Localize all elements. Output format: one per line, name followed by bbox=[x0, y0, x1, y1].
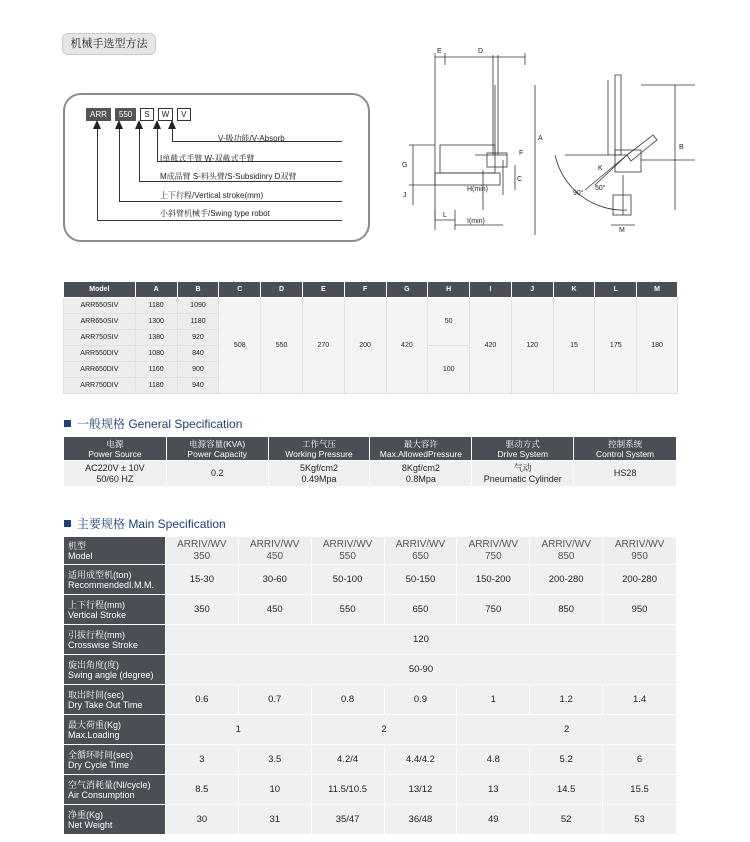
dim-label-b: B bbox=[679, 144, 684, 151]
gs-header-en: Drive System bbox=[497, 448, 549, 459]
model-cell: ARR750SIV bbox=[64, 330, 136, 346]
gs-power-capacity bbox=[166, 461, 268, 487]
gs-value-line: Pneumatic Cylinder bbox=[483, 473, 562, 484]
dim-b-cell: 900 bbox=[177, 362, 219, 378]
gs-header-control-system bbox=[574, 437, 677, 461]
ms-label-en: Crosswise Stroke bbox=[68, 639, 139, 650]
ms-label-model bbox=[64, 537, 166, 565]
dim-label-c: C bbox=[517, 176, 523, 183]
ms-label-cn: 取出时间(sec) bbox=[68, 689, 124, 700]
ms-label-cn: 机型 bbox=[68, 540, 87, 551]
ms-cell: 13/12 bbox=[384, 775, 457, 805]
dim-label-a: A bbox=[538, 135, 543, 142]
gs-header-max-pressure bbox=[370, 437, 472, 461]
ms-label-en: Vertical Stroke bbox=[68, 609, 127, 620]
general-spec-title: 一般规格 General Specification bbox=[77, 417, 243, 431]
gs-power-source bbox=[64, 461, 167, 487]
ms-cell: 11.5/10.5 bbox=[311, 775, 384, 805]
dim-header-d: D bbox=[261, 282, 303, 298]
dim-h-cell-s: 50 bbox=[428, 298, 470, 346]
ms-label-cn: 上下行程(mm) bbox=[68, 599, 125, 610]
page-title: 机械手选型方法 bbox=[62, 33, 156, 55]
gs-max-pressure bbox=[370, 461, 472, 487]
main-model-row bbox=[64, 537, 677, 565]
dim-label-f: F bbox=[519, 150, 524, 157]
ms-cell: 36/48 bbox=[384, 805, 457, 835]
ms-cell: 750 bbox=[457, 595, 530, 625]
ms-label-en: Max.Loading bbox=[68, 729, 120, 740]
code-desc-arm: I单截式手臂 W-双截式手臂 bbox=[160, 154, 255, 163]
ms-model-350 bbox=[165, 537, 238, 565]
gs-header-power-source bbox=[64, 437, 167, 461]
ms-cell: 0.7 bbox=[238, 685, 311, 715]
dimension-table bbox=[63, 281, 678, 394]
code-desc-arm-type: M成品臂 S-料头臂/S-Subsidinry D双臂 bbox=[160, 172, 297, 181]
dim-c-cell: 508 bbox=[219, 298, 261, 394]
ms-cell: 200-280 bbox=[603, 565, 677, 595]
gs-drive-system bbox=[472, 461, 574, 487]
general-header-row bbox=[64, 437, 677, 461]
ms-cell: 3.5 bbox=[238, 745, 311, 775]
gs-value-line: AC220V ± 10V bbox=[85, 462, 145, 473]
ms-label-cn: 适用成型机(ton) bbox=[68, 569, 132, 580]
ms-cell: 150-200 bbox=[457, 565, 530, 595]
dim-a-cell: 1380 bbox=[135, 330, 177, 346]
ms-label-en: RecommendedI.M.M. bbox=[68, 579, 155, 590]
ms-row-crosswise-stroke bbox=[64, 625, 677, 655]
gs-value-line: 8Kgf/cm2 bbox=[401, 462, 440, 473]
dim-label-h: H(min) bbox=[467, 186, 488, 193]
ms-model-line: 450 bbox=[266, 550, 284, 562]
ms-model-750 bbox=[457, 537, 530, 565]
ms-cell: 35/47 bbox=[311, 805, 384, 835]
code-series: ARR bbox=[86, 108, 111, 121]
dim-g-cell: 420 bbox=[386, 298, 428, 394]
ms-label bbox=[64, 775, 166, 805]
ms-label-en: Swing angle (degree) bbox=[68, 669, 154, 680]
section-marker-icon bbox=[64, 520, 71, 527]
ms-label-en: Dry Take Out Time bbox=[68, 699, 143, 710]
dim-f-cell: 200 bbox=[344, 298, 386, 394]
gs-value-line: 0.2 bbox=[210, 468, 224, 478]
gs-header-cn: 工作气压 bbox=[301, 438, 336, 449]
ms-cell: 30-60 bbox=[238, 565, 311, 595]
ms-label bbox=[64, 715, 166, 745]
ms-model-line: ARRIV/WV bbox=[322, 538, 373, 550]
dim-i-cell: 420 bbox=[470, 298, 512, 394]
ms-cell: 4.4/4.2 bbox=[384, 745, 457, 775]
ms-label bbox=[64, 625, 166, 655]
dim-a-cell: 1080 bbox=[135, 346, 177, 362]
ms-cell: 30 bbox=[165, 805, 238, 835]
gs-value-line: 0.8Mpa bbox=[405, 473, 436, 484]
dim-header-g: G bbox=[386, 282, 428, 298]
ms-cell: 0.6 bbox=[165, 685, 238, 715]
ms-cell: 10 bbox=[238, 775, 311, 805]
code-arm-type: S bbox=[140, 108, 153, 121]
dim-label-50: 50° bbox=[595, 185, 606, 192]
ms-label bbox=[64, 685, 166, 715]
dim-header-h: H bbox=[428, 282, 470, 298]
ms-model-850 bbox=[530, 537, 603, 565]
dim-label-i: I(min) bbox=[467, 218, 485, 225]
dim-header-i: I bbox=[470, 282, 512, 298]
dim-h-cell-d: 100 bbox=[428, 346, 470, 394]
dim-header-b: B bbox=[177, 282, 219, 298]
main-spec-table bbox=[63, 536, 677, 835]
ms-cell: 350 bbox=[165, 595, 238, 625]
ms-cell: 13 bbox=[457, 775, 530, 805]
section-marker-icon bbox=[64, 420, 71, 427]
dim-label-m: M bbox=[619, 227, 625, 234]
model-cell: ARR550SIV bbox=[64, 298, 136, 314]
code-absorb: V bbox=[177, 108, 190, 121]
ms-label-cn: 最大荷重(Kg) bbox=[68, 719, 122, 730]
dim-header-l: L bbox=[595, 282, 637, 298]
dim-label-g: G bbox=[402, 162, 408, 169]
table-row bbox=[64, 298, 678, 314]
ms-cell: 15-30 bbox=[165, 565, 238, 595]
ms-label bbox=[64, 655, 166, 685]
dim-b-cell: 1090 bbox=[177, 298, 219, 314]
dim-a-cell: 1160 bbox=[135, 362, 177, 378]
code-desc-absorb: V-吸功能/V-Absorb bbox=[218, 134, 285, 143]
dim-k-cell: 15 bbox=[553, 298, 595, 394]
gs-header-en: Control System bbox=[596, 448, 655, 459]
dim-a-cell: 1180 bbox=[135, 298, 177, 314]
gs-header-cn: 控制系统 bbox=[608, 438, 643, 449]
ms-cell: 50-150 bbox=[384, 565, 457, 595]
gs-header-cn: 最大容许 bbox=[403, 438, 438, 449]
ms-row-vertical-stroke bbox=[64, 595, 677, 625]
ms-cell-merged: 50-90 bbox=[165, 655, 676, 685]
code-desc-stroke: 上下行程/Vertical stroke(mm) bbox=[160, 191, 264, 200]
dim-header-a: A bbox=[135, 282, 177, 298]
ms-model-line: ARRIV/WV bbox=[614, 538, 665, 550]
ms-row-swing-angle bbox=[64, 655, 677, 685]
ms-cell: 450 bbox=[238, 595, 311, 625]
gs-value-line: 气动 bbox=[513, 462, 532, 473]
gs-control-system bbox=[574, 461, 677, 487]
main-spec-title: 主要规格 Main Specification bbox=[77, 517, 226, 531]
gs-header-en: Max.AllowedPressure bbox=[379, 448, 462, 459]
model-cell: ARR750DIV bbox=[64, 378, 136, 394]
gs-header-working-pressure bbox=[268, 437, 370, 461]
dim-header-j: J bbox=[511, 282, 553, 298]
gs-header-cn: 电源容量(KVA) bbox=[189, 438, 246, 449]
dim-header-model: Model bbox=[64, 282, 136, 298]
ms-cell: 4.8 bbox=[457, 745, 530, 775]
ms-label-cn: 净重(Kg) bbox=[68, 809, 104, 820]
ms-model-line: 550 bbox=[339, 550, 356, 562]
gs-value-line: 5Kgf/cm2 bbox=[299, 462, 339, 473]
ms-label bbox=[64, 595, 166, 625]
dim-label-l: L bbox=[443, 212, 447, 219]
dim-l-cell: 175 bbox=[595, 298, 637, 394]
ms-label-en: Air Consumption bbox=[68, 789, 135, 800]
ms-label bbox=[64, 745, 166, 775]
gs-working-pressure bbox=[268, 461, 370, 487]
ms-label-cn: 旋出角度(度) bbox=[68, 659, 119, 670]
ms-model-line: 650 bbox=[412, 550, 429, 562]
dim-header-e: E bbox=[302, 282, 344, 298]
ms-model-450 bbox=[238, 537, 311, 565]
ms-model-line: 750 bbox=[484, 550, 502, 562]
ms-cell: 52 bbox=[530, 805, 603, 835]
dimension-header-row bbox=[64, 282, 678, 298]
ms-label-en: Net Weight bbox=[68, 819, 113, 830]
gs-header-en: Power Capacity bbox=[187, 448, 247, 459]
ms-cell: 8.5 bbox=[165, 775, 238, 805]
general-spec-heading bbox=[64, 415, 242, 432]
ms-cell-merged: 2 bbox=[311, 715, 457, 745]
dim-e-cell: 270 bbox=[302, 298, 344, 394]
ms-model-line: 950 bbox=[631, 550, 648, 562]
ms-cell: 14.5 bbox=[530, 775, 603, 805]
gs-header-cn: 驱动方式 bbox=[505, 438, 540, 449]
ms-cell-merged: 1 bbox=[165, 715, 311, 745]
ms-label-cn: 全循环时间(sec) bbox=[68, 749, 133, 760]
ms-cell: 1.4 bbox=[603, 685, 677, 715]
ms-model-line: ARRIV/WV bbox=[177, 538, 227, 550]
gs-value-line: 50/60 HZ bbox=[96, 473, 134, 484]
ms-row-recommended bbox=[64, 565, 677, 595]
code-desc-type: 小斜臂机械手/Swing type robot bbox=[160, 209, 270, 218]
gs-header-cn: 电源 bbox=[106, 438, 124, 449]
ms-cell: 49 bbox=[457, 805, 530, 835]
ms-cell: 4.2/4 bbox=[311, 745, 384, 775]
gs-header-power-capacity bbox=[166, 437, 268, 461]
ms-row-air-consumption bbox=[64, 775, 677, 805]
dim-b-cell: 1180 bbox=[177, 314, 219, 330]
dim-a-cell: 1180 bbox=[135, 378, 177, 394]
dim-label-e: E bbox=[437, 48, 442, 55]
ms-cell: 0.8 bbox=[311, 685, 384, 715]
dim-header-c: C bbox=[219, 282, 261, 298]
dim-b-cell: 940 bbox=[177, 378, 219, 394]
main-spec-heading bbox=[64, 515, 226, 532]
code-stroke: 550 bbox=[115, 108, 136, 121]
ms-model-line: ARRIV/WV bbox=[395, 538, 446, 550]
ms-cell: 53 bbox=[603, 805, 677, 835]
ms-model-line: ARRIV/WV bbox=[541, 538, 591, 550]
dim-d-cell: 550 bbox=[261, 298, 303, 394]
code-arm-count: W bbox=[158, 108, 174, 121]
general-value-row bbox=[64, 461, 677, 487]
ms-cell: 1.2 bbox=[530, 685, 603, 715]
dim-j-cell: 120 bbox=[511, 298, 553, 394]
dim-header-f: F bbox=[344, 282, 386, 298]
gs-header-drive-system bbox=[472, 437, 574, 461]
dim-label-90: 90° bbox=[573, 190, 584, 197]
ms-label bbox=[64, 565, 166, 595]
model-cell: ARR650DIV bbox=[64, 362, 136, 378]
dim-b-cell: 920 bbox=[177, 330, 219, 346]
dim-m-cell: 180 bbox=[637, 298, 678, 394]
ms-cell: 3 bbox=[165, 745, 238, 775]
ms-cell-merged: 2 bbox=[457, 715, 677, 745]
ms-model-line: ARRIV/WV bbox=[250, 538, 300, 550]
ms-cell: 0.9 bbox=[384, 685, 457, 715]
ms-row-take-out-time bbox=[64, 685, 677, 715]
dim-label-k: K bbox=[598, 165, 603, 172]
gs-value-line: HS28 bbox=[613, 468, 637, 478]
ms-model-950 bbox=[603, 537, 677, 565]
ms-cell: 850 bbox=[530, 595, 603, 625]
ms-model-550 bbox=[311, 537, 384, 565]
dim-b-cell: 840 bbox=[177, 346, 219, 362]
ms-model-line: ARRIV/WV bbox=[468, 538, 519, 550]
ms-cell: 31 bbox=[238, 805, 311, 835]
dim-header-k: K bbox=[553, 282, 595, 298]
robot-dimension-drawing bbox=[395, 45, 695, 240]
ms-cell: 950 bbox=[603, 595, 677, 625]
ms-label-cn: 空气消耗量(Nl/cycle) bbox=[68, 779, 151, 790]
ms-cell: 550 bbox=[311, 595, 384, 625]
ms-label bbox=[64, 805, 166, 835]
gs-value-line: 0.49Mpa bbox=[301, 473, 337, 484]
ms-cell-merged: 120 bbox=[165, 625, 676, 655]
ms-label-cn: 引拔行程(mm) bbox=[68, 629, 125, 640]
ms-cell: 15.5 bbox=[603, 775, 677, 805]
dim-header-m: M bbox=[637, 282, 678, 298]
ms-label-en: Dry Cycle Time bbox=[68, 759, 130, 770]
ms-label-en: Model bbox=[68, 550, 93, 561]
ms-cell: 5.2 bbox=[530, 745, 603, 775]
dim-a-cell: 1300 bbox=[135, 314, 177, 330]
ms-cell: 6 bbox=[603, 745, 677, 775]
ms-cell: 200-280 bbox=[530, 565, 603, 595]
ms-model-line: 350 bbox=[193, 550, 211, 562]
dim-label-j: J bbox=[403, 192, 407, 199]
ms-cell: 1 bbox=[457, 685, 530, 715]
dim-label-d: D bbox=[478, 48, 484, 55]
model-cell: ARR650SIV bbox=[64, 314, 136, 330]
ms-model-650 bbox=[384, 537, 457, 565]
ms-row-dry-cycle bbox=[64, 745, 677, 775]
ms-cell: 50-100 bbox=[311, 565, 384, 595]
gs-header-en: Working Pressure bbox=[285, 448, 353, 459]
ms-model-line: 850 bbox=[557, 550, 575, 562]
model-cell: ARR550DIV bbox=[64, 346, 136, 362]
ms-cell: 650 bbox=[384, 595, 457, 625]
gs-header-en: Power Source bbox=[88, 448, 142, 459]
general-spec-table bbox=[63, 436, 677, 487]
ms-row-net-weight bbox=[64, 805, 677, 835]
ms-row-max-loading bbox=[64, 715, 677, 745]
